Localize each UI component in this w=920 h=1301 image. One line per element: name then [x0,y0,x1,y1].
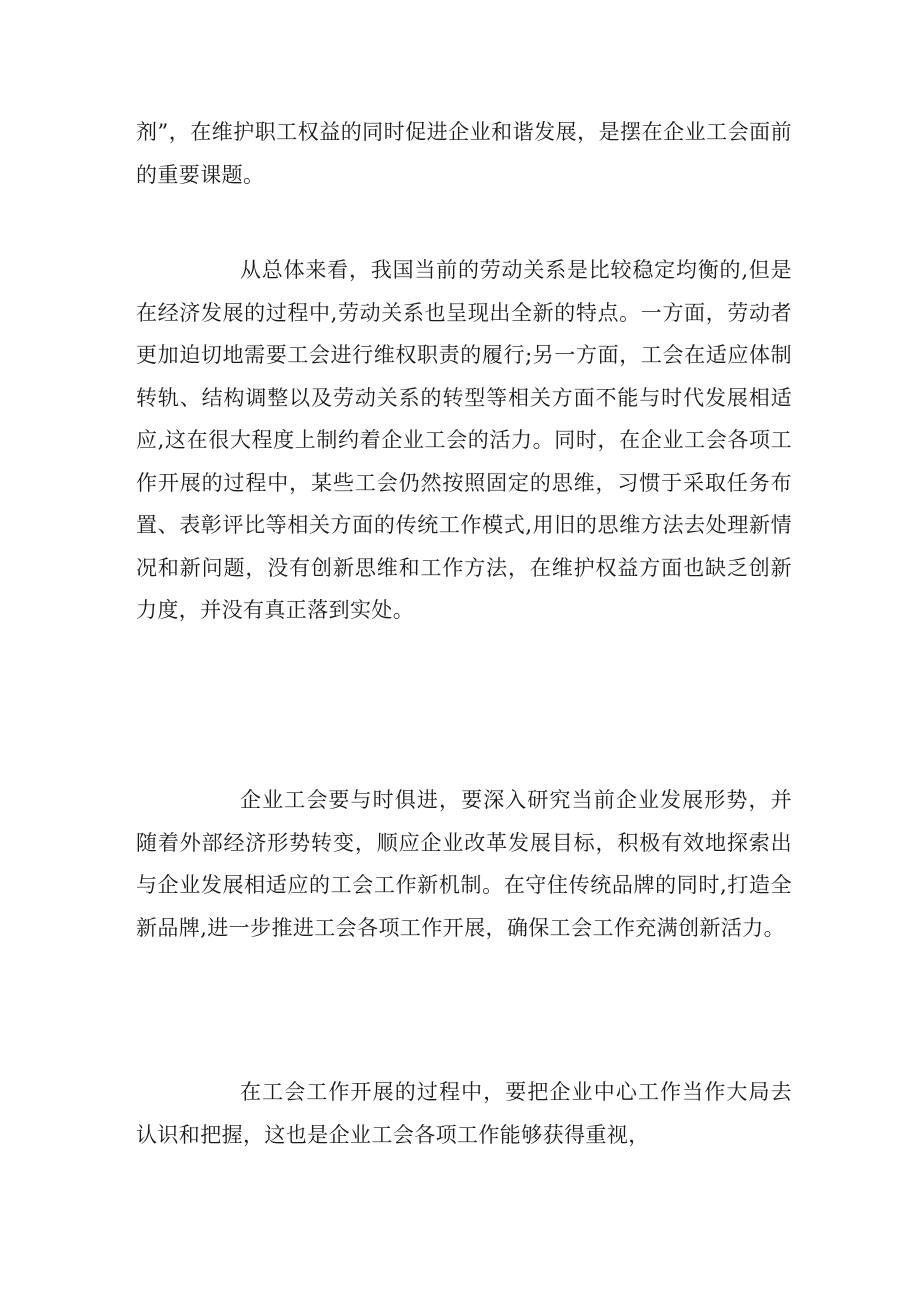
paragraph-labor-relations: 从总体来看，我国当前的劳动关系是比较稳定均衡的,但是在经济发展的过程中,劳动关系也呈现出全新的特点。一方面，劳动者更加迫切地需要工会进行维权职责的履行;另一方面，工会在适应体制转轨、结构调整以及劳动关系的转型等相关方面不能与时代发展相适应,这在很大程度上制约着企业工会的活力。同时，在企业工会各项工作开展的过程中，某些工会仍然按照固定的思维，习惯于采取任务布置、表彰评比等相关方面的传统工作模式,用旧的思维方法去处理新情况和新问题，没有创新思维和工作方法，在维护权益方面也缺乏创新力度，并没有真正落到实处。 [136,258,792,622]
paragraph-keep-pace: 企业工会要与时俱进，要深入研究当前企业发展形势，并随着外部经济形势转变，顺应企业改革发展目标，积极有效地探索出与企业发展相适应的工会工作新机制。在守住传统品牌的同时,打造全新品牌,进一步推进工会各项工作开展，确保工会工作充满创新活力。 [136,788,792,940]
paragraph-central-work: 在工会工作开展的过程中，要把企业中心工作当作大局去认识和把握，这也是企业工会各项工作能够获得重视， [136,1080,792,1147]
paragraph-continuation: 剂”，在维护职工权益的同时促进企业和谐发展，是摆在企业工会面前的重要课题。 [136,120,792,187]
